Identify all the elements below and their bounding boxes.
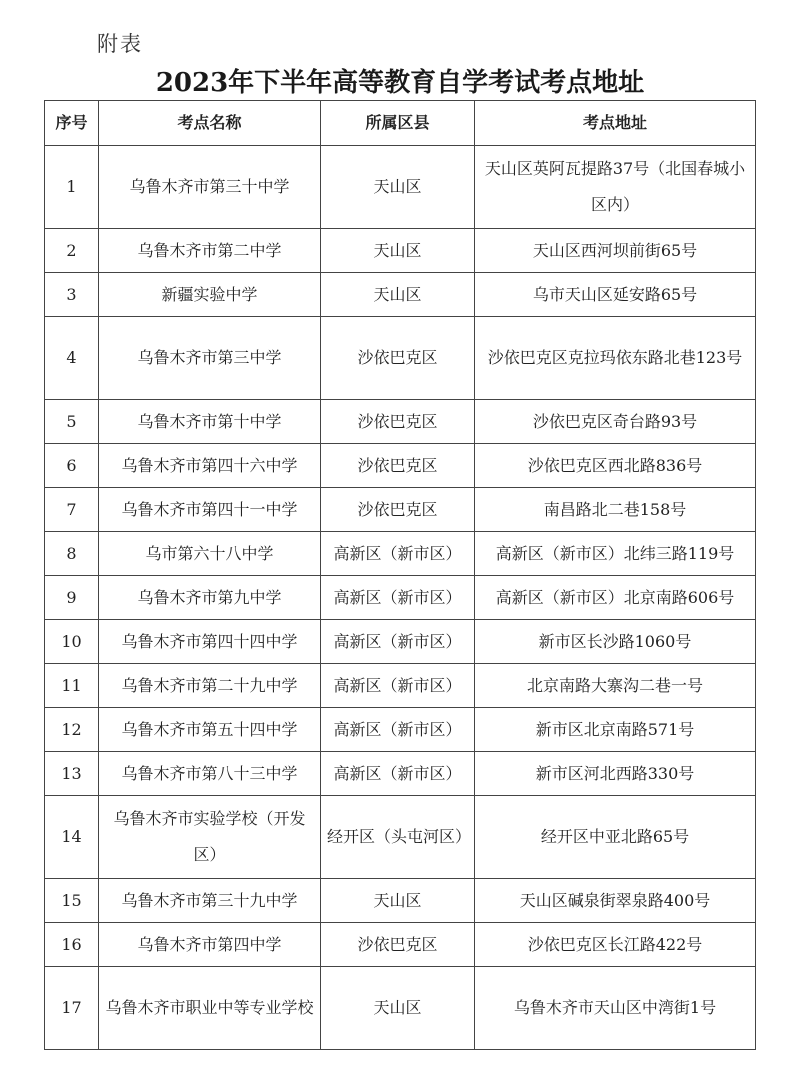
cell-address: 天山区碱泉街翠泉路400号 [475, 879, 756, 923]
cell-district: 沙依巴克区 [321, 444, 475, 488]
cell-no: 4 [45, 317, 99, 400]
table-row [45, 967, 756, 1050]
cell-address: 新市区长沙路1060号 [475, 620, 756, 664]
cell-site-name: 乌鲁木齐市第三中学 [99, 317, 321, 400]
cell-district: 天山区 [321, 146, 475, 229]
cell-no: 6 [45, 444, 99, 488]
header-no: 序号 [45, 101, 99, 146]
cell-address: 沙依巴克区长江路422号 [475, 923, 756, 967]
cell-district: 高新区（新市区） [321, 620, 475, 664]
cell-district: 经开区（头屯河区） [321, 796, 475, 879]
cell-site-name: 乌鲁木齐市第十中学 [99, 400, 321, 444]
cell-no: 16 [45, 923, 99, 967]
cell-address: 沙依巴克区西北路836号 [475, 444, 756, 488]
cell-address: 天山区西河坝前街65号 [475, 229, 756, 273]
table-row [45, 317, 756, 400]
cell-site-name: 乌鲁木齐市第四十四中学 [99, 620, 321, 664]
table-row [45, 229, 756, 273]
cell-district: 高新区（新市区） [321, 576, 475, 620]
cell-district: 沙依巴克区 [321, 317, 475, 400]
cell-no: 5 [45, 400, 99, 444]
cell-address: 经开区中亚北路65号 [475, 796, 756, 879]
cell-no: 15 [45, 879, 99, 923]
cell-address: 沙依巴克区克拉玛依东路北巷123号 [475, 317, 756, 400]
cell-no: 1 [45, 146, 99, 229]
cell-no: 11 [45, 664, 99, 708]
cell-site-name: 乌鲁木齐市第九中学 [99, 576, 321, 620]
table-row [45, 708, 756, 752]
cell-site-name: 乌鲁木齐市第二中学 [99, 229, 321, 273]
cell-no: 14 [45, 796, 99, 879]
cell-district: 高新区（新市区） [321, 664, 475, 708]
header-site-name: 考点名称 [99, 101, 321, 146]
cell-no: 3 [45, 273, 99, 317]
table-row [45, 923, 756, 967]
table-row [45, 273, 756, 317]
cell-site-name: 乌鲁木齐市实验学校（开发区） [99, 796, 321, 879]
cell-site-name: 乌鲁木齐市第四十一中学 [99, 488, 321, 532]
cell-site-name: 乌鲁木齐市第四十六中学 [99, 444, 321, 488]
table-row [45, 620, 756, 664]
cell-district: 沙依巴克区 [321, 400, 475, 444]
cell-site-name: 乌鲁木齐市第三十九中学 [99, 879, 321, 923]
cell-no: 17 [45, 967, 99, 1050]
cell-no: 9 [45, 576, 99, 620]
header-district: 所属区县 [321, 101, 475, 146]
table-row [45, 532, 756, 576]
cell-address: 新市区河北西路330号 [475, 752, 756, 796]
table-row [45, 444, 756, 488]
cell-district: 沙依巴克区 [321, 923, 475, 967]
attachment-label: 附表 [97, 32, 143, 56]
table-header-row [45, 101, 756, 146]
cell-district: 沙依巴克区 [321, 488, 475, 532]
table-row [45, 488, 756, 532]
table-row [45, 400, 756, 444]
cell-district: 高新区（新市区） [321, 752, 475, 796]
cell-address: 南昌路北二巷158号 [475, 488, 756, 532]
cell-address: 天山区英阿瓦提路37号（北国春城小区内） [475, 146, 756, 229]
page-title: 2023年下半年高等教育自学考试考点地址 [155, 68, 645, 98]
cell-no: 8 [45, 532, 99, 576]
cell-no: 2 [45, 229, 99, 273]
cell-site-name: 乌鲁木齐市第四中学 [99, 923, 321, 967]
cell-site-name: 乌鲁木齐市第二十九中学 [99, 664, 321, 708]
cell-site-name: 乌鲁木齐市第八十三中学 [99, 752, 321, 796]
header-address: 考点地址 [475, 101, 756, 146]
table-row [45, 879, 756, 923]
table-row [45, 576, 756, 620]
cell-address: 乌市天山区延安路65号 [475, 273, 756, 317]
cell-no: 12 [45, 708, 99, 752]
cell-district: 天山区 [321, 229, 475, 273]
cell-address: 高新区（新市区）北纬三路119号 [475, 532, 756, 576]
cell-site-name: 新疆实验中学 [99, 273, 321, 317]
cell-district: 高新区（新市区） [321, 532, 475, 576]
cell-site-name: 乌市第六十八中学 [99, 532, 321, 576]
cell-site-name: 乌鲁木齐市第三十中学 [99, 146, 321, 229]
cell-district: 天山区 [321, 879, 475, 923]
cell-district: 天山区 [321, 273, 475, 317]
cell-no: 10 [45, 620, 99, 664]
cell-address: 沙依巴克区奇台路93号 [475, 400, 756, 444]
cell-no: 7 [45, 488, 99, 532]
cell-site-name: 乌鲁木齐市职业中等专业学校 [99, 967, 321, 1050]
cell-address: 高新区（新市区）北京南路606号 [475, 576, 756, 620]
table-row [45, 796, 756, 879]
cell-no: 13 [45, 752, 99, 796]
cell-district: 高新区（新市区） [321, 708, 475, 752]
table-row [45, 664, 756, 708]
cell-address: 北京南路大寨沟二巷一号 [475, 664, 756, 708]
exam-site-table [44, 100, 756, 1050]
table-row [45, 752, 756, 796]
cell-address: 乌鲁木齐市天山区中湾街1号 [475, 967, 756, 1050]
cell-site-name: 乌鲁木齐市第五十四中学 [99, 708, 321, 752]
cell-address: 新市区北京南路571号 [475, 708, 756, 752]
table-row [45, 146, 756, 229]
cell-district: 天山区 [321, 967, 475, 1050]
